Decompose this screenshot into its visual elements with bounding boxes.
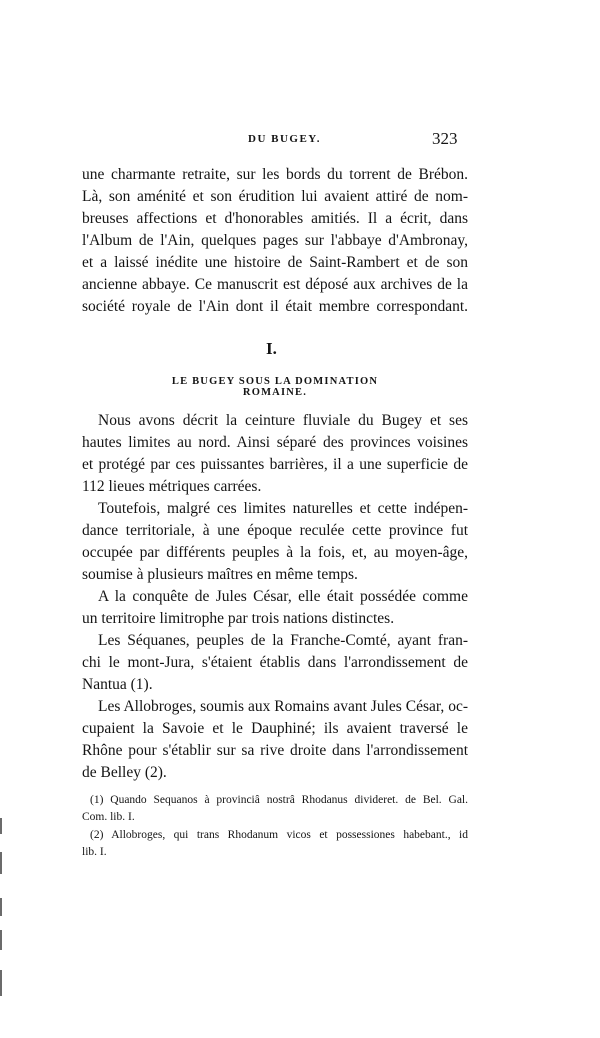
intro-line: l'Album de l'Ain, quelques pages sur l'abbaye d'Ambronay, [82,232,468,249]
section-number: I. [266,339,277,358]
body-line: A la conquête de Jules César, elle était possédée comme [98,588,468,605]
body-line: cupaient la Savoie et le Dauphiné; ils avaient traversé le [82,720,468,737]
intro-line: ancienne abbaye. Ce manuscrit est déposé aux archives de la [82,276,468,293]
scan-edge-mark [0,818,2,834]
page-number: 323 [432,129,458,148]
footnote-line: lib. I. [82,846,107,858]
body-line: chi le mont-Jura, s'étaient établis dans l'arrondissement de [82,654,468,671]
scan-edge-mark [0,970,2,996]
intro-line: société royale de l'Ain dont il était membre correspondant. [82,298,468,315]
body-line: Toutefois, malgré ces limites naturelles et cette indépen- [98,500,468,517]
body-line: soumise à plusieurs maîtres en même temps. [82,566,358,583]
scan-edge-mark [0,930,2,950]
body-line: de Belley (2). [82,764,167,781]
body-line: occupée par différents peuples à la fois, et, au moyen-âge, [82,544,468,561]
running-head: DU BUGEY. [248,133,321,145]
body-line: 112 lieues métriques carrées. [82,478,262,495]
body-line: Les Allobroges, soumis aux Romains avant Jules César, oc- [98,698,468,715]
body-line: Nous avons décrit la ceinture fluviale du Bugey et ses [98,412,468,429]
intro-line: et a laissé inédite une histoire de Saint-Rambert et de son [82,254,468,271]
scan-edge-mark [0,852,2,874]
footnote-line: Com. lib. I. [82,811,135,823]
body-line: Les Séquanes, peuples de la Franche-Comté, ayant fran- [98,632,468,649]
body-line: dance territoriale, à une époque reculée cette province fut [82,522,468,539]
scan-edge-mark [0,898,2,916]
section-heading: LE BUGEY SOUS LA DOMINATION ROMAINE. [171,376,379,398]
intro-line: Là, son aménité et son érudition lui avaient attiré de nom- [82,188,468,205]
intro-line: une charmante retraite, sur les bords du torrent de Brébon. [82,166,468,183]
footnote-line: (2) Allobroges, qui trans Rhodanum vicos et possessiones habebant., id [90,829,468,841]
intro-line: breuses affections et d'honorables amitiés. Il a écrit, dans [82,210,468,227]
body-line: Nantua (1). [82,676,153,693]
footnote-line: (1) Quando Sequanos à provinciâ nostrâ Rhodanus divideret. de Bel. Gal. [90,794,468,806]
body-line: Rhône pour s'établir sur sa rive droite dans l'arrondissement [82,742,468,759]
body-line: un territoire limitrophe par trois nations distinctes. [82,610,395,627]
body-line: hautes limites au nord. Ainsi séparé des provinces voisines [82,434,468,451]
body-line: et protégé par ces puissantes barrières, il a une superficie de [82,456,468,473]
